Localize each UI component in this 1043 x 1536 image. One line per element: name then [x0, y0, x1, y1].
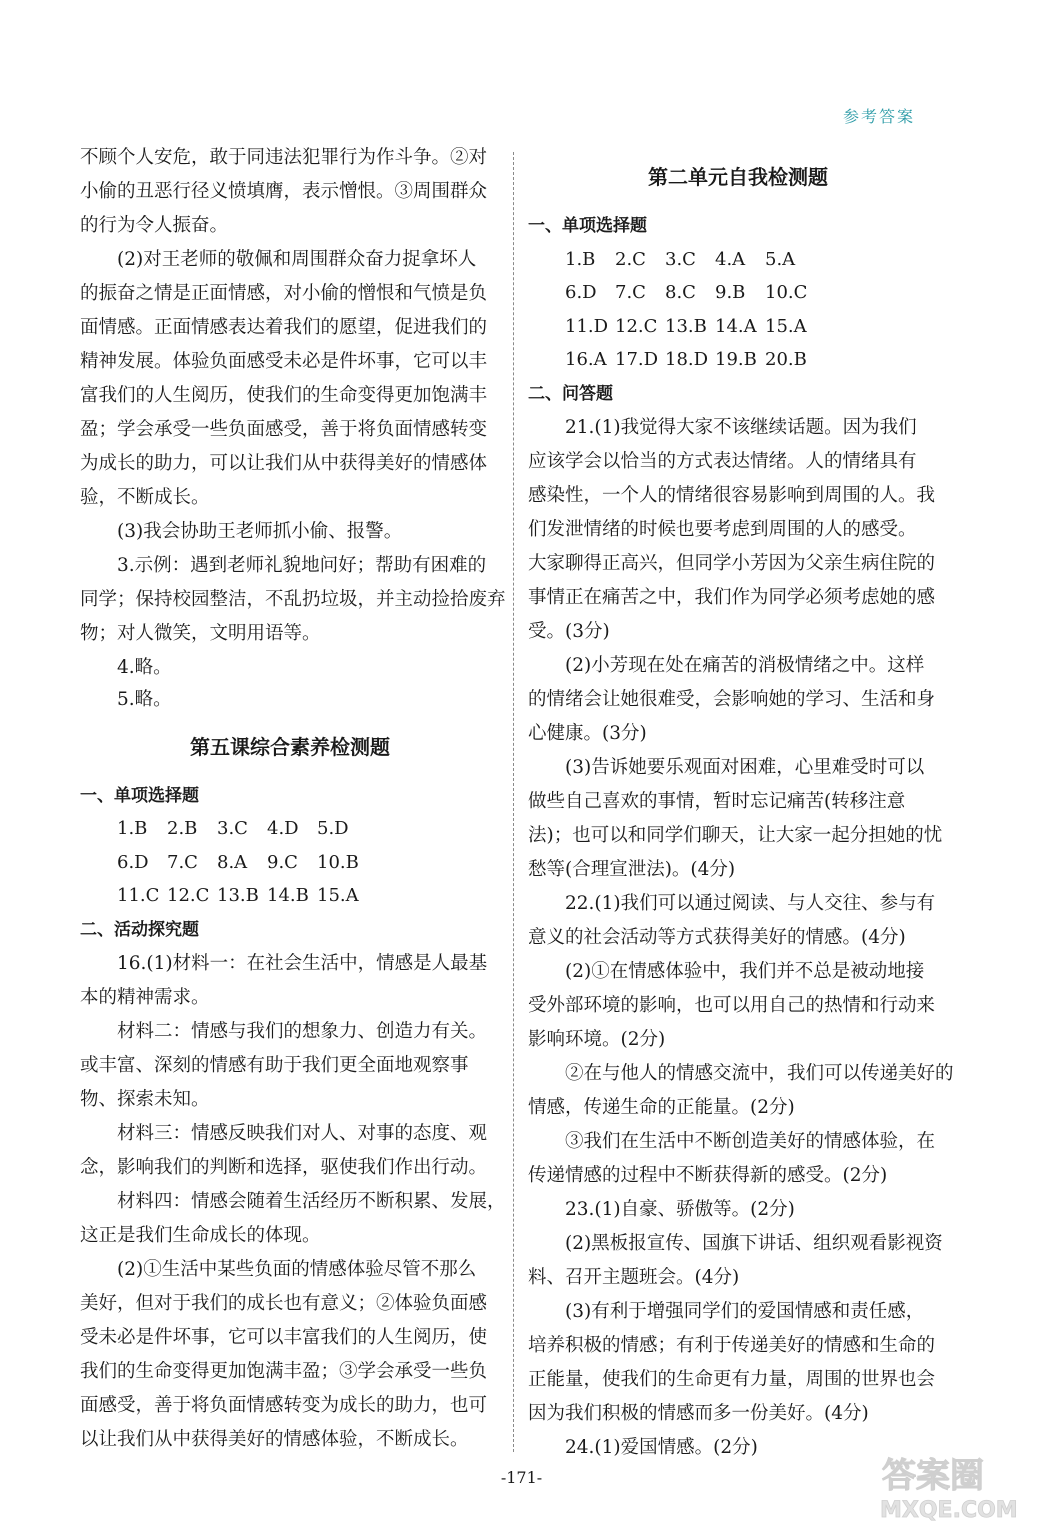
- text-line: 16.(1)材料一：在社会生活中，情感是人最基: [117, 953, 488, 974]
- text-line: 的情绪会让她很难受，会影响她的学习、生活和身: [528, 689, 936, 710]
- answer-item: 7.C: [167, 852, 198, 873]
- answer-item: 5.A: [765, 249, 796, 270]
- text-line: 本的精神需求。: [80, 987, 210, 1008]
- text-line: 受。(3分): [528, 621, 610, 642]
- answer-item: 3.C: [665, 249, 696, 270]
- text-line: 24.(1)爱国情感。(2分): [565, 1437, 758, 1458]
- text-line: (2)黑板报宣传、国旗下讲话、组织观看影视资: [565, 1233, 943, 1254]
- answer-item: 1.B: [565, 249, 596, 270]
- text-line: 验，不断成长。: [80, 487, 210, 508]
- answer-row: [565, 281, 815, 305]
- answer-item: 18.D: [665, 349, 709, 370]
- answer-item: 15.A: [765, 316, 807, 337]
- text-line: 以让我们从中获得美好的情感体验，不断成长。: [80, 1429, 469, 1450]
- page-number: -171-: [500, 1468, 543, 1487]
- section-title: 第五课综合素养检测题: [190, 735, 390, 759]
- section-heading: 二、问答题: [528, 384, 613, 404]
- answer-item: 9.C: [267, 852, 298, 873]
- text-line: 4.略。: [117, 657, 172, 678]
- answer-item: 6.D: [565, 282, 597, 303]
- section-heading: 一、单项选择题: [528, 216, 647, 236]
- text-line: (2)对王老师的敬佩和周围群众奋力捉拿坏人: [117, 249, 477, 270]
- text-line: (2)①生活中某些负面的情感体验尽管不那么: [117, 1259, 477, 1280]
- answer-row: [565, 348, 815, 372]
- column-divider: [513, 152, 514, 1452]
- text-line: 同学；保持校园整洁，不乱扔垃圾，并主动捡拾废弃: [80, 589, 506, 610]
- text-line: 为成长的助力，可以让我们从中获得美好的情感体: [80, 453, 488, 474]
- text-line: 心健康。(3分): [528, 723, 647, 744]
- answer-item: 10.C: [765, 282, 808, 303]
- section-heading: 二、活动探究题: [80, 920, 199, 940]
- text-line: 料、召开主题班会。(4分): [528, 1267, 740, 1288]
- answer-item: 4.A: [715, 249, 746, 270]
- text-line: 大家聊得正高兴，但同学小芳因为父亲生病住院的: [528, 553, 936, 574]
- answer-item: 17.D: [615, 349, 659, 370]
- answer-item: 12.C: [615, 316, 658, 337]
- text-line: 们发泄情绪的时候也要考虑到周围的人的感受。: [528, 519, 917, 540]
- text-line: ②在与他人的情感交流中，我们可以传递美好的: [565, 1063, 954, 1084]
- text-line: (3)告诉她要乐观面对困难，心里难受时可以: [565, 757, 925, 778]
- text-line: 正能量，使我们的生命更有力量，周围的世界也会: [528, 1369, 936, 1390]
- text-line: 我们的生命变得更加饱满丰盈；③学会承受一些负: [80, 1361, 488, 1382]
- answer-item: 13.B: [217, 885, 259, 906]
- text-line: ③我们在生活中不断创造美好的情感体验，在: [565, 1131, 936, 1152]
- text-line: 22.(1)我们可以通过阅读、与人交往、参与有: [565, 893, 936, 914]
- text-line: 情感，传递生命的正能量。(2分): [528, 1097, 795, 1118]
- header-label: 参考答案: [843, 107, 916, 126]
- text-line: 传递情感的过程中不断获得新的感受。(2分): [528, 1165, 888, 1186]
- answer-row: [117, 851, 367, 875]
- answer-item: 2.B: [167, 818, 198, 839]
- answer-item: 12.C: [167, 885, 210, 906]
- text-line: 盈；学会承受一些负面感受，善于将负面情感转变: [80, 419, 488, 440]
- answer-item: 2.C: [615, 249, 646, 270]
- text-line: 愁等(合理宣泄法)。(4分): [528, 859, 736, 880]
- text-line: 影响环境。(2分): [528, 1029, 666, 1050]
- answer-item: 5.D: [317, 818, 349, 839]
- text-line: 5.略。: [117, 689, 172, 710]
- answer-item: 7.C: [615, 282, 646, 303]
- text-line: 21.(1)我觉得大家不该继续话题。因为我们: [565, 417, 917, 438]
- text-line: 做些自己喜欢的事情，暂时忘记痛苦(转移注意: [528, 791, 906, 812]
- answer-row: [565, 248, 815, 272]
- answer-row: [117, 817, 367, 841]
- text-line: 面情感。正面情感表达着我们的愿望，促进我们的: [80, 317, 488, 338]
- text-line: 或丰富、深刻的情感有助于我们更全面地观察事: [80, 1055, 469, 1076]
- text-line: 不顾个人安危，敢于同违法犯罪行为作斗争。②对: [80, 147, 488, 168]
- answer-item: 11.D: [565, 316, 609, 337]
- answer-item: 6.D: [117, 852, 149, 873]
- text-line: 应该学会以恰当的方式表达情绪。人的情绪具有: [528, 451, 917, 472]
- watermark-text-bottom: MXQE.COM: [880, 1498, 1018, 1523]
- text-line: 3.示例：遇到老师礼貌地问好；帮助有困难的: [117, 555, 487, 576]
- text-line: 培养积极的情感；有利于传递美好的情感和生命的: [528, 1335, 936, 1356]
- text-line: 物；对人微笑，文明用语等。: [80, 623, 321, 644]
- section-heading: 一、单项选择题: [80, 786, 199, 806]
- text-line: 美好，但对于我们的成长也有意义；②体验负面感: [80, 1293, 488, 1314]
- text-line: 感染性，一个人的情绪很容易影响到周围的人。我: [528, 485, 936, 506]
- text-line: 材料二：情感与我们的想象力、创造力有关。: [117, 1021, 488, 1042]
- section-title: 第二单元自我检测题: [648, 165, 828, 189]
- answer-item: 19.B: [715, 349, 757, 370]
- text-line: 念，影响我们的判断和选择，驱使我们作出行动。: [80, 1157, 488, 1178]
- answer-item: 14.B: [267, 885, 309, 906]
- text-line: 小偷的丑恶行径义愤填膺，表示憎恨。③周围群众: [80, 181, 488, 202]
- text-line: (3)我会协助王老师抓小偷、报警。: [117, 521, 403, 542]
- answer-item: 1.B: [117, 818, 148, 839]
- text-line: 富我们的人生阅历，使我们的生命变得更加饱满丰: [80, 385, 488, 406]
- answer-row: [565, 315, 815, 339]
- watermark-text-top: 答案圈: [882, 1456, 984, 1496]
- answer-item: 14.A: [715, 316, 757, 337]
- text-line: 受未必是件坏事，它可以丰富我们的人生阅历，使: [80, 1327, 488, 1348]
- text-line: 事情正在痛苦之中，我们作为同学必须考虑她的感: [528, 587, 936, 608]
- text-line: 材料三：情感反映我们对人、对事的态度、观: [117, 1123, 488, 1144]
- text-line: 因为我们积极的情感而多一份美好。(4分): [528, 1403, 869, 1424]
- text-line: 这正是我们生命成长的体现。: [80, 1225, 321, 1246]
- text-line: 意义的社会活动等方式获得美好的情感。(4分): [528, 927, 906, 948]
- answer-item: 20.B: [765, 349, 807, 370]
- text-line: (2)小芳现在处在痛苦的消极情绪之中。这样: [565, 655, 925, 676]
- answer-item: 3.C: [217, 818, 248, 839]
- text-line: 法)；也可以和同学们聊天，让大家一起分担她的忧: [528, 825, 943, 846]
- answer-item: 8.C: [665, 282, 696, 303]
- answer-item: 15.A: [317, 885, 359, 906]
- text-line: 物、探索未知。: [80, 1089, 210, 1110]
- text-line: 面感受，善于将负面情感转变为成长的助力，也可: [80, 1395, 488, 1416]
- answer-item: 8.A: [217, 852, 248, 873]
- text-line: 精神发展。体验负面感受未必是件坏事，它可以丰: [80, 351, 488, 372]
- answer-item: 13.B: [665, 316, 707, 337]
- answer-item: 10.B: [317, 852, 359, 873]
- text-line: 23.(1)自豪、骄傲等。(2分): [565, 1199, 795, 1220]
- answer-item: 11.C: [117, 885, 160, 906]
- text-line: 的行为令人振奋。: [80, 215, 229, 236]
- answer-item: 9.B: [715, 282, 746, 303]
- answer-item: 16.A: [565, 349, 607, 370]
- answer-item: 4.D: [267, 818, 299, 839]
- text-line: 受外部环境的影响，也可以用自己的热情和行动来: [528, 995, 936, 1016]
- text-line: 的振奋之情是正面情感，对小偷的憎恨和气愤是负: [80, 283, 488, 304]
- text-line: (2)①在情感体验中，我们并不总是被动地接: [565, 961, 925, 982]
- answer-row: [117, 884, 367, 908]
- watermark-logo: [870, 1445, 1030, 1525]
- text-line: 材料四：情感会随着生活经历不断积累、发展，: [117, 1191, 506, 1212]
- text-line: (3)有利于增强同学们的爱国情感和责任感，: [565, 1301, 925, 1322]
